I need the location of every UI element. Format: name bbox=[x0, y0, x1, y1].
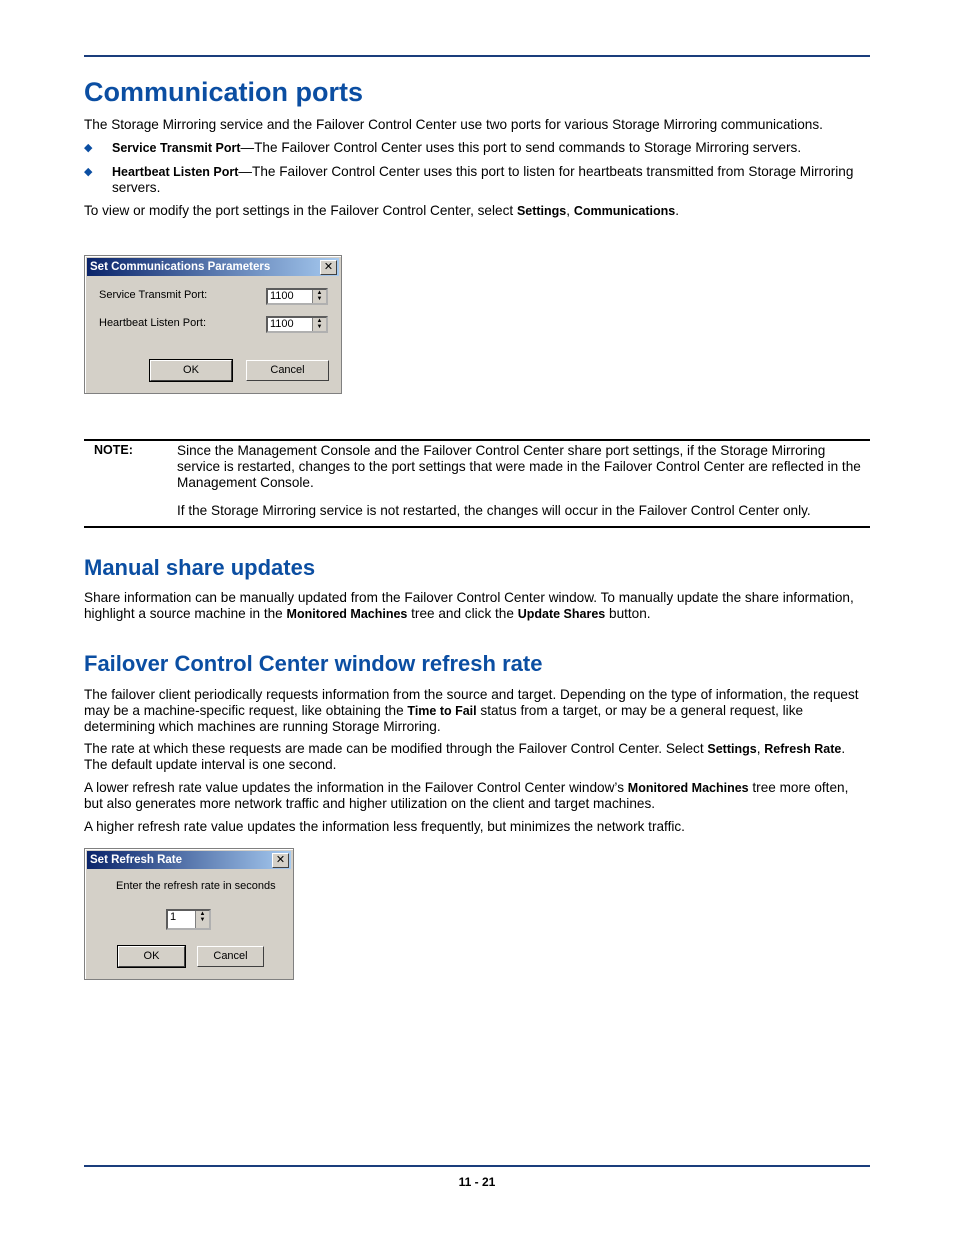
heartbeat-listen-port-spinner[interactable] bbox=[266, 316, 328, 333]
spinner-value: 1100 bbox=[270, 318, 294, 330]
share-paragraph: Share information can be manually updated from the Failover Control Center window. To manually update the share information, highlight a source machine in the Monitored Machines tree and click the Update Shares button. bbox=[84, 590, 854, 621]
section-title-communication-ports: Communication ports bbox=[84, 77, 364, 107]
cancel-button[interactable]: Cancel bbox=[197, 946, 264, 967]
dialog-titlebar bbox=[87, 258, 339, 276]
set-communications-parameters-dialog bbox=[84, 255, 342, 394]
intro-paragraph: The Storage Mirroring service and the Failover Control Center use two ports for various Storage Mirroring communications. bbox=[84, 117, 823, 132]
cancel-button[interactable]: Cancel bbox=[246, 360, 329, 381]
dialog-titlebar bbox=[87, 851, 291, 869]
footer-rule bbox=[84, 1165, 870, 1167]
dialog-title: Set Communications Parameters bbox=[90, 261, 271, 273]
note-label: NOTE: bbox=[94, 443, 133, 457]
section-title-refresh-rate: Failover Control Center window refresh rate bbox=[84, 651, 543, 676]
refresh-rate-spinner[interactable] bbox=[166, 909, 211, 930]
header-rule bbox=[84, 55, 870, 57]
heartbeat-listen-port-label: Heartbeat Listen Port: bbox=[99, 317, 207, 329]
note-bottom-rule bbox=[84, 526, 870, 528]
spinner-arrows-icon[interactable]: ▲ ▼ bbox=[312, 290, 326, 303]
refresh-paragraph-2: The rate at which these requests are made can be modified through the Failover Control Center. Select Settings, Refresh Rate. The default update interval is one second. bbox=[84, 741, 846, 772]
note-paragraph-2: If the Storage Mirroring service is not restarted, the changes will occur in the Failover Control Center only. bbox=[177, 503, 811, 518]
ok-button[interactable]: OK bbox=[150, 360, 232, 381]
refresh-paragraph-3: A lower refresh rate value updates the information in the Failover Control Center window’s Monitored Machines tree more often, but also generates more network traffic and higher utilization on the client and target machines. bbox=[84, 780, 849, 811]
service-transmit-port-label: Service Transmit Port: bbox=[99, 289, 208, 301]
port-settings-paragraph: To view or modify the port settings in the Failover Control Center, select Settings, Communications. bbox=[84, 203, 679, 218]
ok-button[interactable]: OK bbox=[118, 946, 185, 967]
spinner-arrows-icon[interactable]: ▲ ▼ bbox=[195, 911, 209, 928]
bullet-text: —The Failover Control Center uses this port to listen for heartbeats transmitted from Storage Mirroring servers. bbox=[112, 164, 854, 195]
close-icon[interactable]: ✕ bbox=[272, 853, 289, 868]
set-refresh-rate-dialog bbox=[84, 848, 294, 980]
bullet-text: —The Failover Control Center uses this port to send commands to Storage Mirroring servers. bbox=[240, 140, 802, 155]
diamond-bullet-icon: ◆ bbox=[84, 142, 93, 154]
bullet-term: Service Transmit Port bbox=[112, 141, 241, 155]
section-title-manual-share-updates: Manual share updates bbox=[84, 555, 316, 580]
service-transmit-port-spinner[interactable] bbox=[266, 288, 328, 305]
note-top-rule bbox=[84, 439, 870, 441]
diamond-bullet-icon: ◆ bbox=[84, 166, 93, 178]
page-number: 11 - 21 bbox=[458, 1175, 496, 1189]
close-icon[interactable]: ✕ bbox=[320, 260, 337, 275]
dialog-title: Set Refresh Rate bbox=[90, 854, 183, 866]
spinner-value: 1 bbox=[170, 911, 177, 923]
spinner-value: 1100 bbox=[270, 290, 294, 302]
spinner-arrows-icon[interactable]: ▲ ▼ bbox=[312, 318, 326, 331]
refresh-paragraph-1: The failover client periodically requests information from the source and target. Depending on the type of information, the request may be a machine-specific request, like obtaining the Time to Fail status from a target, or may be a general request, like determining which machines are running Storage Mirroring. bbox=[84, 687, 859, 734]
note-paragraph-1: Since the Management Console and the Failover Control Center share port settings, if the Storage Mirroring service is restarted, changes to the port settings that were made in the Failover Control Center are reflected in the Management Console. bbox=[177, 443, 861, 490]
refresh-rate-label: Enter the refresh rate in seconds bbox=[116, 880, 276, 892]
bullet-term: Heartbeat Listen Port bbox=[112, 165, 239, 179]
refresh-paragraph-4: A higher refresh rate value updates the information less frequently, but minimizes the network traffic. bbox=[84, 819, 685, 834]
